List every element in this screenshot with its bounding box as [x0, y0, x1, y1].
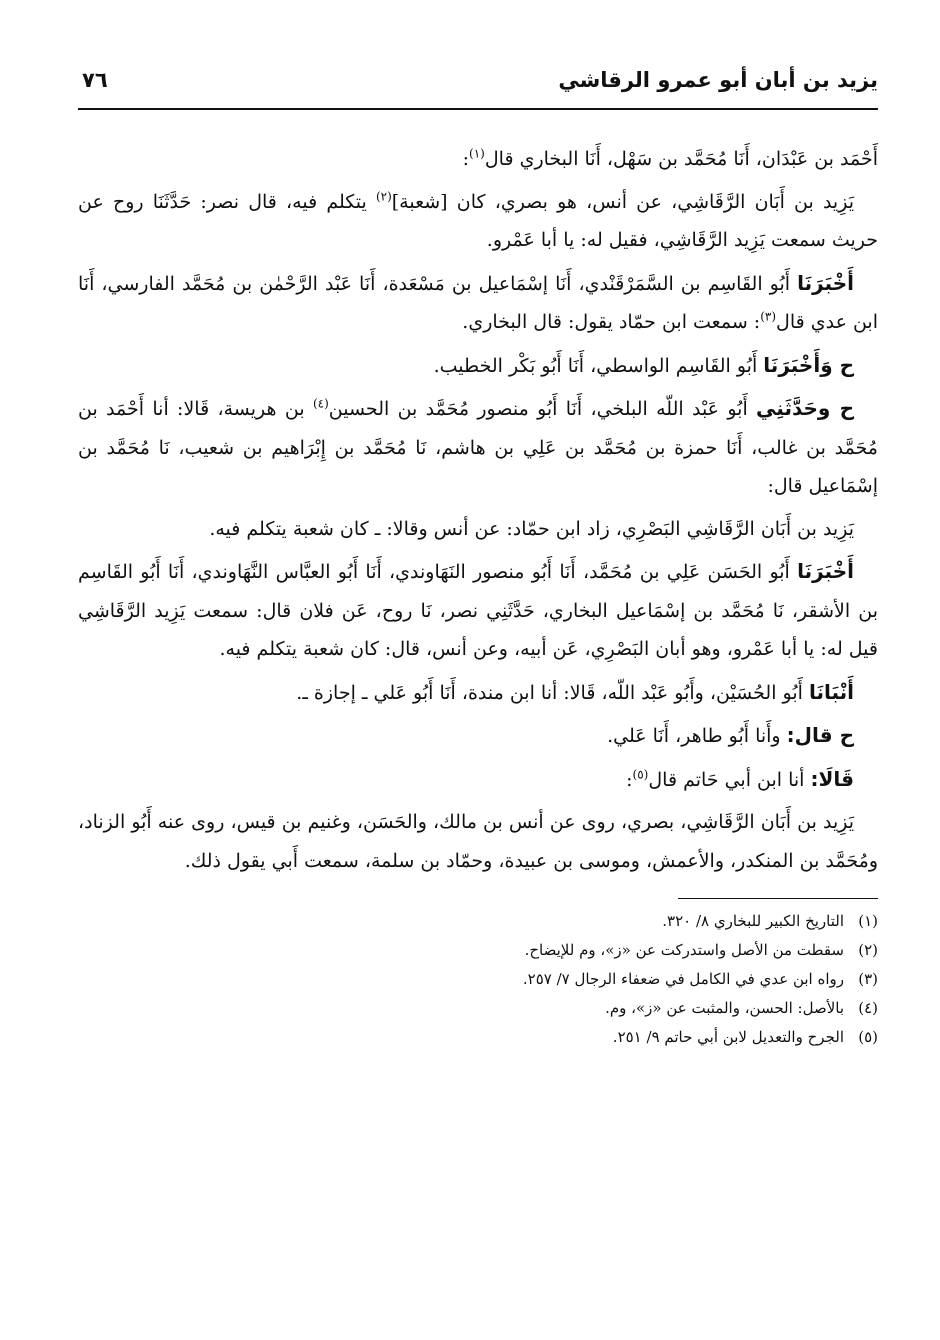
- footnote-number: (١): [858, 912, 878, 930]
- footnote-text: التاريخ الكبير للبخاري ٨/ ٣٢٠.: [662, 912, 844, 930]
- footnote-ref: (٥): [632, 767, 649, 782]
- page-header: [78, 56, 878, 110]
- isnad-keyword: أَخْبَرَنَا: [797, 270, 854, 295]
- text-segment: أنا ابن أبي حَاتم قال: [648, 768, 811, 791]
- paragraph: [78, 716, 878, 756]
- footnote: [78, 1023, 878, 1052]
- text-segment: يتكلم فيه، قال نصر: حَدَّثَنَا روح عن حريث سمعت يَزِيد الرَّقَاشِي، فقيل له: يا أبا عَمْرو.: [78, 190, 878, 251]
- footnote-divider: [678, 898, 878, 899]
- paragraph: [78, 673, 878, 713]
- paragraph: [78, 760, 878, 800]
- text-segment: أَبُو الحُسَيْن، وأَبُو عَبْد اللّه، قَالا: أنا ابن مندة، أَنَا أَبُو عَلي ـ إجازة ـ.: [296, 681, 809, 704]
- main-text: [78, 140, 878, 880]
- text-segment: أَبُو القَاسِم بن السَّمَرْقَنْدي، أَنَا إسْمَاعيل بن مَسْعَدة، أَنَا عَبْد الرَّحْمٰن بن مُحَمَّد الفارسي، أَنَا ابن عدي قال: [78, 272, 878, 333]
- paragraph: [78, 389, 878, 506]
- footnote: [78, 994, 878, 1023]
- footnote-number: (٣): [858, 970, 878, 988]
- text-segment: أَحْمَد بن عَبْدَان، أَنَا مُحَمَّد بن سَهْل، أَنَا البخاري قال: [484, 148, 878, 170]
- page-number: ٧٦: [82, 68, 108, 92]
- footnote-text: الجرح والتعديل لابن أبي حاتم ٩/ ٢٥١.: [612, 1028, 844, 1046]
- footnote-number: (٤): [858, 999, 878, 1017]
- isnad-keyword: ح قال:: [786, 723, 854, 747]
- footnote: [78, 907, 878, 936]
- footnote-ref: (٣): [760, 309, 777, 324]
- footnote-text: رواه ابن عدي في الكامل في ضعفاء الرجال ٧/ ٢٥٧.: [522, 970, 844, 988]
- footnote-ref: (٢): [375, 189, 392, 204]
- text-segment: بن هريسة، قَالا: أنا أَحْمَد بن مُحَمَّد بن غالب، أَنَا حمزة بن مُحَمَّد بن عَلِي بن هاشم، نَا مُحَمَّد بن إِبْرَاهيم بن شعيب، نَا مُحَمَّد بن إسْمَاعيل قال:: [78, 398, 878, 497]
- isnad-keyword: أَنْبَانَا: [808, 679, 854, 704]
- book-page: [78, 56, 878, 1052]
- paragraph: [78, 803, 878, 880]
- text-segment: :: [462, 148, 470, 170]
- footnote-number: (٢): [858, 941, 878, 959]
- paragraph: [78, 552, 878, 669]
- paragraph: [78, 510, 878, 549]
- footnote: [78, 965, 878, 994]
- text-segment: يَزِيد بن أَبَان الرَّقَاشِي، بصري، روى عن أنس بن مالك، والحَسَن، وغنيم بن قيس، روى عنه أَبُو الزناد، ومُحَمَّد بن المنكدر، والأعمش، وموسى بن عبيدة، وحمّاد بن سلمة، سمعت أَبي يقول ذلك.: [78, 811, 878, 872]
- text-segment: وأَنا أَبُو طاهر، أَنَا عَلي.: [607, 725, 787, 747]
- footnote-text: بالأصل: الحسن، والمثبت عن «ز»، وم.: [605, 999, 844, 1017]
- paragraph: [78, 140, 878, 179]
- footnote-ref: (٤): [312, 396, 329, 411]
- paragraph: [78, 346, 878, 386]
- footnote-number: (٥): [858, 1028, 878, 1046]
- isnad-keyword: أَخْبَرَنَا: [797, 559, 854, 583]
- text-segment: أَبُو الحَسَن عَلِي بن مُحَمَّد، أَنَا أَبُو منصور النَهَاوندي، أَنَا أَبُو العبَّاس النَّهَاوندي، أَنَا أَبُو القَاسِم بن الأشقر، نَا مُحَمَّد بن إسْمَاعيل البخاري، حَدَّثَنِي نصر، نَا روح، عَن فلان قال: سمعت يَزِيد الرَّقَاشِي قيل له: يا أبا عَمْرو، وهو أبان البَصْرِي، عَن أبيه، وعن أنس، قال: كان شعبة يتكلم فيه.: [78, 561, 878, 660]
- text-segment: :: [626, 768, 633, 791]
- footnote-ref: (١): [469, 146, 485, 161]
- text-segment: أَبُو عَبْد اللّه البلخي، أَنَا أَبُو منصور مُحَمَّد بن الحسين: [328, 398, 757, 420]
- text-segment: يَزِيد بن أَبَان الرَّقَاشِي، عن أنس، هو بصري، كان [شعبة]: [391, 190, 854, 213]
- isnad-keyword: قَالَا:: [810, 766, 854, 791]
- text-segment: يَزِيد بن أَبَان الرَّقَاشِي البَصْرِي، زاد ابن حمّاد: عن أنس وقالا: ـ كان شعبة يتكلم فيه.: [209, 517, 854, 540]
- text-segment: أَبُو القَاسِم الواسطي، أَنَا أَبُو بَكْر الخطيب.: [433, 354, 764, 377]
- footnote: [78, 936, 878, 965]
- paragraph: [78, 183, 878, 260]
- isnad-keyword: ح وحَدَّثَنِي: [756, 396, 855, 420]
- text-segment: : سمعت ابن حمّاد يقول: قال البخاري.: [462, 311, 761, 333]
- paragraph: [78, 264, 878, 342]
- footnote-text: سقطت من الأصل واستدركت عن «ز»، وم للإيضاح.: [524, 941, 844, 959]
- footnotes: [78, 907, 878, 1052]
- running-title: يزيد بن أبان أبو عمرو الرقاشي: [558, 68, 878, 92]
- isnad-keyword: ح وَأَخْبَرَنَا: [763, 352, 854, 377]
